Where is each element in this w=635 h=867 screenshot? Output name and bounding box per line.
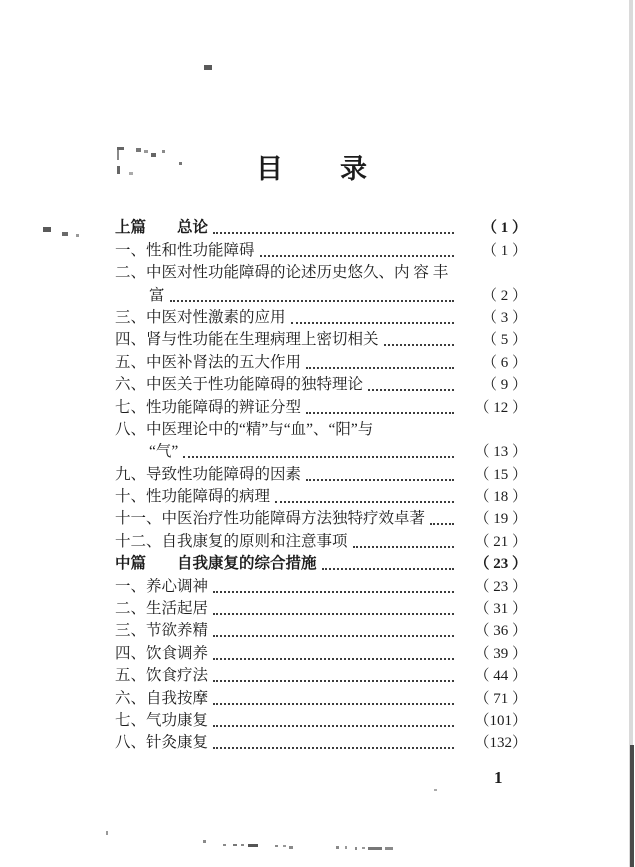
- toc-entry-title: 四、肾与性功能在生理病理上密切相关: [115, 331, 379, 349]
- scan-speck: [630, 745, 634, 867]
- toc-entry-title: 七、性功能障碍的辨证分型: [115, 398, 302, 416]
- toc-list: [115, 216, 527, 753]
- toc-entry-page: （ 1 ）: [481, 242, 527, 259]
- toc-entry-title: 九、导致性功能障碍的因素: [115, 465, 302, 483]
- dot-leader: [183, 456, 454, 458]
- toc-entry: [115, 306, 527, 328]
- toc-entry: [115, 261, 527, 283]
- toc-entry-title: 八、针灸康复: [115, 734, 209, 752]
- page-title: 目 录: [256, 154, 368, 184]
- toc-entry-page: （ 6 ）: [481, 354, 527, 371]
- scan-speck: [629, 0, 633, 867]
- scan-speck: [289, 846, 293, 849]
- toc-entry-title: 一、性和性功能障碍: [115, 241, 255, 259]
- toc-entry-page: （ 23 ）: [474, 556, 527, 573]
- scan-speck: [434, 789, 437, 791]
- toc-entry-title: 富: [149, 286, 165, 304]
- dot-leader: [306, 367, 454, 369]
- toc-entry-page: （ 15 ）: [474, 466, 527, 483]
- toc-entry-title: 六、中医关于性功能障碍的独特理论: [115, 376, 364, 394]
- scan-speck: [117, 150, 119, 160]
- scan-speck: [203, 840, 206, 843]
- toc-entry-page: （ 2 ）: [481, 287, 527, 304]
- toc-entry-page: （132）: [474, 735, 527, 752]
- dot-leader: [322, 568, 454, 570]
- toc-entry-title: “气”: [149, 443, 179, 461]
- dot-leader: [213, 703, 454, 705]
- scan-speck: [385, 847, 393, 850]
- toc-entry-page: （ 23 ）: [474, 578, 527, 595]
- toc-entry-page: （ 31 ）: [474, 601, 527, 618]
- dot-leader: [384, 344, 454, 346]
- dot-leader: [213, 658, 454, 660]
- toc-entry: [115, 686, 527, 708]
- toc-entry: [115, 462, 527, 484]
- toc-entry: [115, 418, 527, 440]
- toc-entry: [115, 709, 527, 731]
- scan-speck: [241, 844, 244, 846]
- scan-speck: [368, 847, 382, 850]
- toc-entry-page: （ 71 ）: [474, 690, 527, 707]
- toc-entry: [115, 619, 527, 641]
- scan-speck: [204, 65, 212, 70]
- toc-entry: [115, 574, 527, 596]
- scan-speck: [106, 831, 108, 835]
- dot-leader: [213, 232, 454, 234]
- toc-entry-page: （ 18 ）: [474, 489, 527, 506]
- toc-entry-title: 五、中医补肾法的五大作用: [115, 353, 302, 371]
- toc-entry-page: （ 12 ）: [474, 399, 527, 416]
- toc-entry: [115, 395, 527, 417]
- toc-entry-title: 三、中医对性激素的应用: [115, 308, 286, 326]
- scan-speck: [179, 162, 182, 165]
- toc-entry-page: （ 21 ）: [474, 533, 527, 550]
- dot-leader: [213, 725, 454, 727]
- toc-entry: [115, 373, 527, 395]
- toc-entry-title: 八、中医理论中的“精”与“血”、“阳”与: [115, 420, 374, 438]
- toc-entry: [115, 529, 527, 551]
- scan-speck: [248, 844, 258, 847]
- scan-speck: [283, 845, 286, 847]
- toc-entry-title: 十、性功能障碍的病理: [115, 488, 271, 506]
- scan-speck: [336, 846, 339, 849]
- dot-leader: [213, 613, 454, 615]
- scan-speck: [136, 148, 141, 152]
- toc-entry-page: （ 5 ）: [481, 332, 527, 349]
- toc-entry: [115, 238, 527, 260]
- scan-speck: [62, 232, 68, 236]
- dot-leader: [306, 412, 454, 414]
- toc-entry-page: （ 9 ）: [481, 377, 527, 394]
- dot-leader: [213, 591, 454, 593]
- toc-entry: [115, 485, 527, 507]
- toc-entry: [115, 641, 527, 663]
- toc-entry-title: 五、饮食疗法: [115, 667, 209, 685]
- toc-entry-page: （ 1 ）: [481, 220, 527, 237]
- dot-leader: [213, 680, 454, 682]
- toc-entry-title: 四、饮食调养: [115, 644, 209, 662]
- scan-speck: [162, 150, 165, 153]
- toc-entry: [115, 216, 527, 238]
- dot-leader: [213, 635, 454, 637]
- toc-entry: [115, 664, 527, 686]
- dot-leader: [306, 479, 454, 481]
- scan-speck: [355, 847, 357, 850]
- dot-leader: [260, 255, 454, 257]
- scan-speck: [117, 166, 120, 174]
- dot-leader: [213, 747, 454, 749]
- scan-speck: [43, 227, 51, 232]
- dot-leader: [275, 501, 454, 503]
- toc-entry: [115, 552, 527, 574]
- toc-entry: [115, 328, 527, 350]
- toc-entry: [115, 507, 527, 529]
- toc-entry-page: （ 3 ）: [481, 309, 527, 326]
- folio-page-number: 1: [494, 768, 503, 787]
- scan-speck: [76, 234, 79, 237]
- scan-speck: [129, 172, 133, 175]
- toc-entry-page: （ 13 ）: [474, 444, 527, 461]
- toc-entry-title: 二、生活起居: [115, 600, 209, 618]
- toc-entry-title: 六、自我按摩: [115, 689, 209, 707]
- toc-entry: [115, 731, 527, 753]
- dot-leader: [170, 300, 454, 302]
- toc-entry-title: 上篇 总论: [115, 219, 209, 237]
- toc-entry-page: （ 36 ）: [474, 623, 527, 640]
- toc-entry-title: 十二、自我康复的原则和注意事项: [115, 532, 348, 550]
- toc-entry-title: 中篇 自我康复的综合措施: [115, 555, 317, 573]
- toc-entry: [115, 283, 527, 305]
- dot-leader: [291, 322, 454, 324]
- scan-speck: [151, 153, 156, 157]
- toc-entry-title: 七、气功康复: [115, 711, 209, 729]
- toc-entry-title: 二、中医对性功能障碍的论述历史悠久、内 容 丰: [115, 264, 449, 282]
- scan-speck: [345, 846, 347, 849]
- scan-speck: [144, 150, 148, 153]
- dot-leader: [353, 546, 454, 548]
- scan-speck: [223, 844, 226, 846]
- scan-speck: [233, 844, 237, 846]
- toc-entry-page: （ 39 ）: [474, 645, 527, 662]
- scan-speck: [362, 847, 365, 849]
- toc-entry: [115, 440, 527, 462]
- toc-entry-title: 十一、中医治疗性功能障碍方法独特疗效卓著: [115, 510, 426, 528]
- toc-entry-page: （ 44 ）: [474, 668, 527, 685]
- toc-entry-title: 一、养心调神: [115, 577, 209, 595]
- dot-leader: [430, 523, 454, 525]
- scan-speck: [275, 845, 278, 847]
- dot-leader: [368, 389, 454, 391]
- toc-entry-title: 三、节欲养精: [115, 622, 209, 640]
- toc-entry-page: （ 19 ）: [474, 511, 527, 528]
- toc-entry-page: （101）: [474, 712, 527, 729]
- toc-entry: [115, 597, 527, 619]
- toc-entry: [115, 350, 527, 372]
